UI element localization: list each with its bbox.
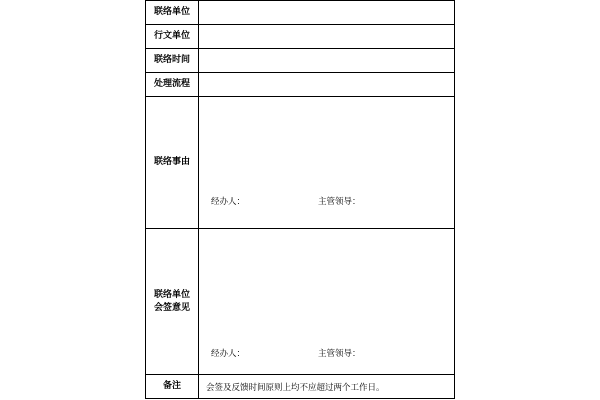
issuing-unit-field[interactable] <box>199 25 455 49</box>
row-contact-unit <box>146 1 455 25</box>
process-flow-field[interactable] <box>199 73 455 97</box>
contact-reason-field[interactable] <box>199 97 455 229</box>
row-contact-time <box>146 49 455 73</box>
countersign-label-line1: 联络单位 <box>153 289 190 300</box>
handler-label: 经办人： <box>211 349 246 359</box>
contact-reason-label: 联络事由 <box>146 97 199 229</box>
handler-label: 经办人： <box>211 197 246 207</box>
row-process-flow <box>146 73 455 97</box>
contact-time-label: 联络时间 <box>146 49 199 73</box>
contact-unit-label: 联络单位 <box>146 1 199 25</box>
countersign-label <box>146 229 199 375</box>
leader-label: 主管领导： <box>318 197 361 207</box>
countersign-label-line2: 会签意见 <box>153 302 190 313</box>
row-issuing-unit <box>146 25 455 49</box>
process-flow-label: 处理流程 <box>146 73 199 97</box>
remarks-text: 会签及反馈时间原则上均不应超过两个工作日。 <box>199 375 455 399</box>
leader-label: 主管领导： <box>318 349 361 359</box>
contact-unit-field[interactable] <box>199 1 455 25</box>
row-contact-reason <box>146 97 455 229</box>
contact-time-field[interactable] <box>199 49 455 73</box>
remarks-label: 备注 <box>146 375 199 399</box>
liaison-form-table <box>145 0 455 399</box>
issuing-unit-label: 行文单位 <box>146 25 199 49</box>
row-remarks <box>146 375 455 399</box>
countersign-field[interactable] <box>199 229 455 375</box>
row-countersign <box>146 229 455 375</box>
